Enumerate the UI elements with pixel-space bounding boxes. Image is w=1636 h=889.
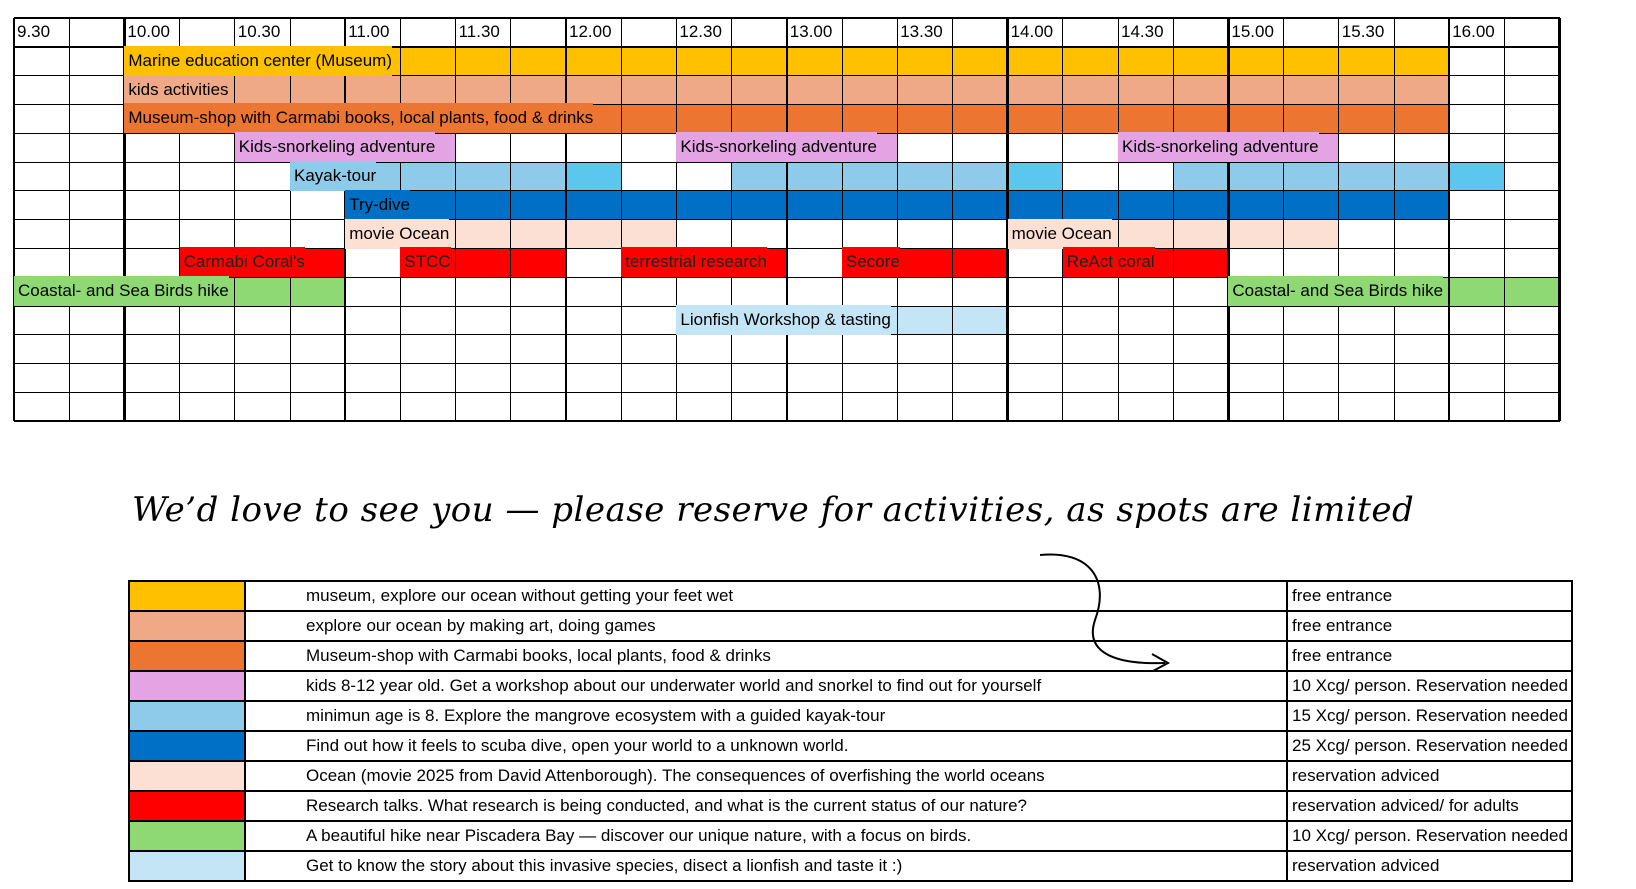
activity-bar (1008, 162, 1063, 191)
legend-swatch (129, 761, 245, 791)
legend-swatch (129, 791, 245, 821)
activity-label: ReAct coral (1063, 247, 1155, 277)
legend-row (129, 761, 1572, 791)
grid-column-line (842, 18, 843, 421)
activity-label: Secore (842, 247, 900, 277)
activity-label: STCC (400, 247, 450, 277)
legend-swatch (129, 671, 245, 701)
activity-label: Museum-shop with Carmabi books, local plants, food & drinks (124, 103, 593, 133)
activity-label: Kids-snorkeling adventure (676, 132, 877, 162)
legend-description: Ocean (movie 2025 from David Attenborough). The consequences of overfishing the world oceans (245, 761, 1287, 791)
legend-description: Find out how it feels to scuba dive, open your world to a unknown world. (245, 731, 1287, 761)
activity-label: Kayak-tour (290, 161, 376, 191)
grid-column-line (952, 18, 953, 421)
grid-column-line (565, 18, 568, 421)
grid-column-line (1283, 18, 1284, 421)
legend-price: reservation adviced/ for adults (1287, 791, 1572, 821)
time-label: 15.30 (1341, 22, 1385, 41)
legend-row (129, 581, 1572, 611)
legend-swatch (129, 581, 245, 611)
legend-price: free entrance (1287, 581, 1572, 611)
time-label: 13.00 (789, 22, 833, 41)
grid-column-line (621, 18, 622, 421)
activity-bar (566, 162, 621, 191)
activity-bar (1449, 162, 1504, 191)
grid-column-line (510, 18, 511, 421)
grid-column-line (1173, 18, 1174, 421)
legend-price: free entrance (1287, 641, 1572, 671)
grid-column-line (1338, 18, 1339, 421)
grid-column-line (1227, 18, 1230, 421)
legend-price: 10 Xcg/ person. Reservation needed (1287, 671, 1572, 701)
legend-row (129, 851, 1572, 881)
legend-price: 15 Xcg/ person. Reservation needed (1287, 701, 1572, 731)
grid-column-line (897, 18, 898, 421)
legend-swatch (129, 851, 245, 881)
grid-column-line (1558, 18, 1561, 421)
legend-row (129, 821, 1572, 851)
legend-swatch (129, 821, 245, 851)
legend-description: Research talks. What research is being conducted, and what is the current status of our nature? (245, 791, 1287, 821)
time-label: 12.30 (679, 22, 722, 41)
legend-row (129, 791, 1572, 821)
legend-swatch (129, 641, 245, 671)
grid-column-line (731, 18, 732, 421)
time-label: 11.30 (458, 22, 500, 41)
time-label: 13.30 (900, 22, 943, 41)
legend-row (129, 671, 1572, 701)
grid-column-line (1504, 18, 1505, 421)
grid-column-line (290, 18, 291, 421)
activity-label: movie Ocean (345, 219, 449, 249)
grid-column-line (1118, 18, 1119, 421)
legend-row (129, 641, 1572, 671)
grid-column-line (1448, 18, 1451, 421)
legend-row (129, 611, 1572, 641)
activity-label: Try-dive (345, 190, 410, 220)
grid-column-line (69, 18, 70, 421)
time-label: 14.00 (1010, 22, 1054, 41)
time-label: 10.30 (237, 22, 281, 41)
activity-label: Marine education center (Museum) (124, 46, 392, 76)
activity-label: terrestrial research (621, 247, 767, 277)
activity-label: movie Ocean (1008, 219, 1112, 249)
legend-description: kids 8-12 year old. Get a workshop about our underwater world and snorkel to find out for yourself (245, 671, 1287, 701)
activity-label: Lionfish Workshop & tasting (676, 305, 890, 335)
activity-label: Coastal- and Sea Birds hike (1228, 276, 1443, 306)
grid-column-line (1394, 18, 1395, 421)
legend-price: reservation adviced (1287, 761, 1572, 791)
legend-description: museum, explore our ocean without getting your feet wet (245, 581, 1287, 611)
activity-label: Kids-snorkeling adventure (235, 132, 436, 162)
legend-row (129, 701, 1572, 731)
legend-description: Get to know the story about this invasive species, disect a lionfish and taste it :) (245, 851, 1287, 881)
activity-label: Carmabi Coral's (180, 247, 305, 277)
legend-price: 25 Xcg/ person. Reservation needed (1287, 731, 1572, 761)
legend-swatch (129, 611, 245, 641)
time-label: 14.30 (1121, 22, 1164, 41)
activity-label: Coastal- and Sea Birds hike (14, 276, 229, 306)
legend-table (128, 580, 1573, 882)
activity-label: Kids-snorkeling adventure (1118, 132, 1319, 162)
grid-column-line (455, 18, 456, 421)
legend-price: 10 Xcg/ person. Reservation needed (1287, 821, 1572, 851)
time-label: 12.00 (569, 22, 612, 41)
legend-price: free entrance (1287, 611, 1572, 641)
activity-bar (1173, 162, 1449, 191)
legend-row (129, 731, 1572, 761)
legend-description: explore our ocean by making art, doing games (245, 611, 1287, 641)
grid-column-line (676, 18, 677, 421)
grid-column-line (234, 18, 235, 421)
grid-column-line (786, 18, 789, 421)
legend-price: reservation adviced (1287, 851, 1572, 881)
activity-bar (732, 162, 1008, 191)
time-label: 9.30 (17, 22, 51, 41)
legend-swatch (129, 731, 245, 761)
legend-swatch (129, 701, 245, 731)
time-label: 11.00 (348, 22, 390, 41)
legend-description: Museum-shop with Carmabi books, local plants, food & drinks (245, 641, 1287, 671)
grid-column-line (13, 18, 16, 421)
activity-label: kids activities (124, 75, 228, 105)
reservation-message: We’d love to see you — please reserve for activities, as spots are limited (132, 490, 1415, 530)
time-label: 10.00 (127, 22, 170, 41)
time-label: 15.00 (1231, 22, 1274, 41)
time-label: 16.00 (1452, 22, 1495, 41)
legend-description: A beautiful hike near Piscadera Bay — discover our unique nature, with a focus on birds. (245, 821, 1287, 851)
legend-description: minimun age is 8. Explore the mangrove ecosystem with a guided kayak-tour (245, 701, 1287, 731)
